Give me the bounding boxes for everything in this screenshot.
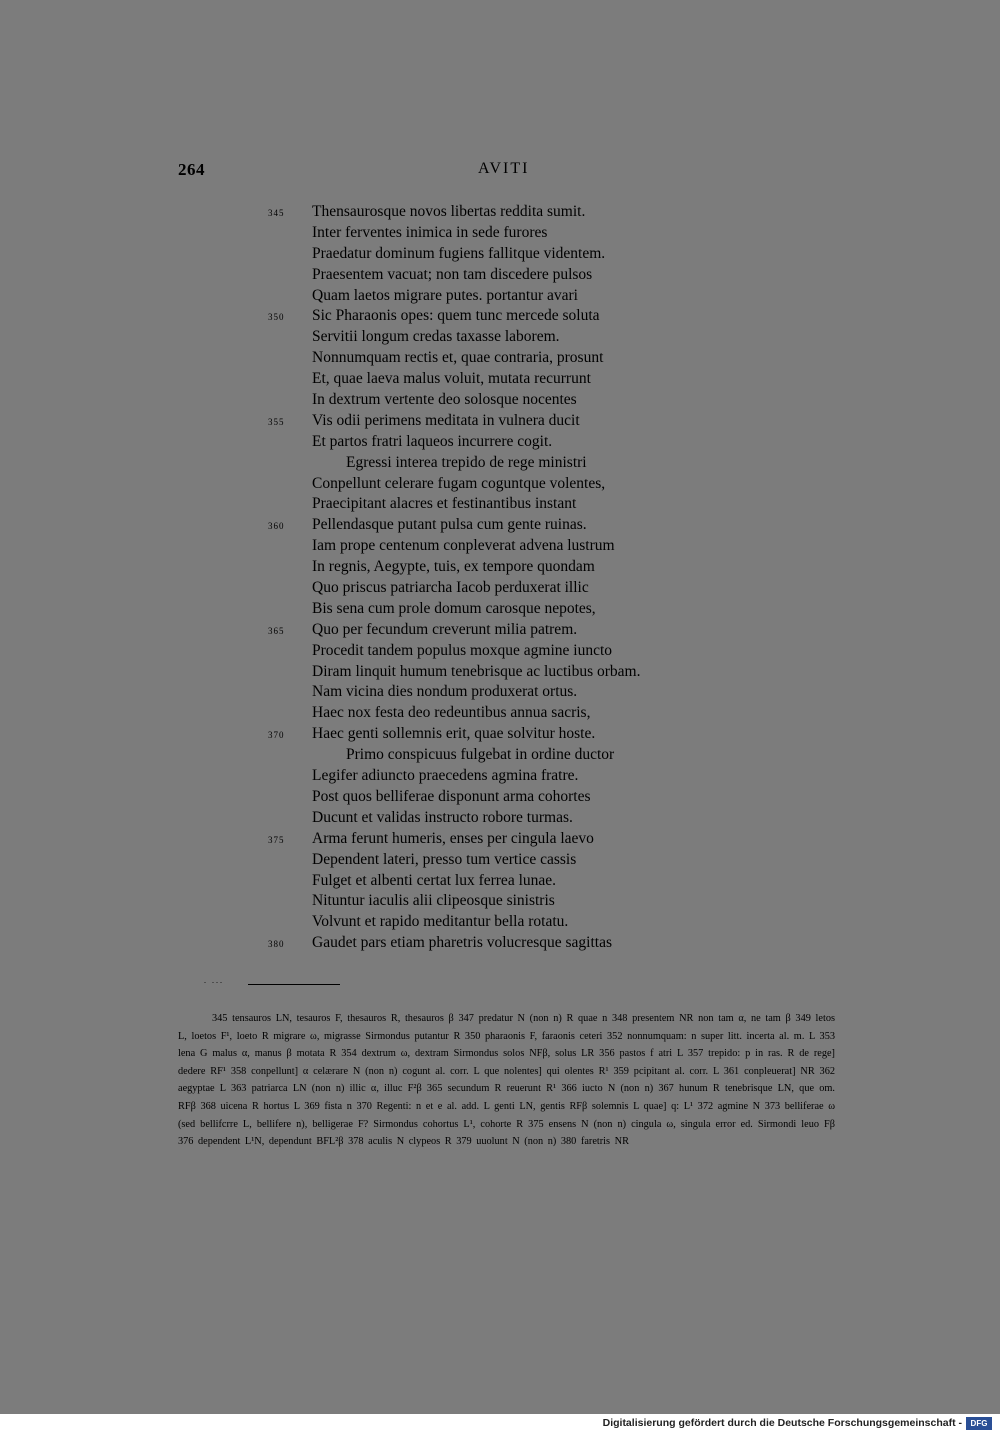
verse-line — [268, 912, 738, 933]
verse-text: Haec genti sollemnis erit, quae solvitur hoste. — [312, 725, 596, 743]
verse-text: Thensaurosque novos libertas reddita sumit. — [312, 203, 586, 220]
verse-text: Post quos belliferae disponunt arma cohortes — [312, 787, 591, 805]
verse-line — [268, 766, 738, 787]
page-header — [178, 160, 708, 188]
verse-text: Legifer adiuncto praecedens agmina fratre. — [312, 767, 579, 785]
verse-text: Nam vicina dies nondum produxerat ortus. — [312, 683, 578, 701]
verse-line — [268, 390, 738, 411]
verse-text: Haec nox festa deo redeuntibus annua sacris, — [312, 704, 591, 722]
verse-line — [268, 286, 738, 307]
verse-line — [268, 557, 738, 578]
verse-line — [268, 745, 738, 766]
verse-text: Conpellunt celerare fugam coguntque volentes, — [312, 474, 606, 492]
line-number: 345 — [268, 208, 285, 218]
verse-text: In regnis, Aegypte, tuis, ex tempore quondam — [312, 558, 595, 576]
verse-text: Quo priscus patriarcha Iacob perduxerat illic — [312, 579, 589, 597]
verse-line — [268, 515, 738, 536]
verse-text: Praedatur dominum fugiens fallitque videntem. — [312, 244, 606, 262]
verse-text: Iam prope centenum conpleverat advena lustrum — [312, 537, 615, 555]
critical-apparatus — [178, 1010, 835, 1151]
running-title: AVITI — [478, 160, 530, 177]
verse-line — [268, 244, 738, 265]
credit-text: Digitalisierung gefördert durch die Deutsche Forschungsgemeinschaft - — [602, 1417, 962, 1429]
line-number: 350 — [268, 312, 285, 323]
verse-line — [268, 787, 738, 808]
verse-text: Inter ferventes inimica in sede furores — [312, 223, 548, 241]
line-number: 375 — [268, 834, 285, 845]
verse-line — [268, 662, 738, 683]
verse-line — [268, 536, 738, 557]
verse-text: Procedit tandem populus moxque agmine iuncto — [312, 641, 613, 659]
verse-text: Dependent lateri, presso tum vertice cassis — [312, 850, 577, 868]
verse-text: Sic Pharaonis opes: quem tunc mercede soluta — [312, 307, 600, 325]
verse-line — [268, 933, 738, 954]
verse-line — [268, 202, 738, 223]
digitization-credit-bar — [0, 1414, 1000, 1434]
verse-line — [268, 348, 738, 369]
verse-text: Et, quae laeva malus voluit, mutata recurrunt — [312, 370, 591, 388]
footnote-mark: . ... — [204, 976, 224, 985]
verse-text: Nituntur iaculis alii clipeosque sinistris — [312, 892, 555, 910]
verse-text: Bis sena cum prole domum carosque nepotes, — [312, 599, 596, 617]
verse-line — [268, 724, 738, 745]
verse-line — [268, 599, 738, 620]
verse-line — [268, 641, 738, 662]
verse-line — [268, 369, 738, 390]
line-number: 355 — [268, 416, 285, 427]
verse-text: Praesentem vacuat; non tam discedere pulsos — [312, 265, 593, 283]
footnote-rule — [248, 984, 340, 985]
page-number: 264 — [178, 160, 205, 179]
poem-text — [268, 202, 738, 954]
verse-line — [268, 578, 738, 599]
verse-line — [268, 223, 738, 244]
dfg-logo: DFG — [966, 1417, 992, 1430]
verse-line — [268, 474, 738, 495]
verse-line — [268, 703, 738, 724]
verse-text: Quo per fecundum creverunt milia patrem. — [312, 620, 578, 638]
verse-text: Diram linquit humum tenebrisque ac luctibus orbam. — [312, 662, 641, 680]
verse-text: Primo conspicuus fulgebat in ordine ductor — [346, 746, 615, 764]
verse-line — [268, 327, 738, 348]
verse-text: Nonnumquam rectis et, quae contraria, prosunt — [312, 349, 604, 367]
verse-text: Fulget et albenti certat lux ferrea lunae. — [312, 871, 557, 889]
verse-text: Praecipitant alacres et festinantibus instant — [312, 495, 577, 513]
verse-line — [268, 808, 738, 829]
verse-text: Pellendasque putant pulsa cum gente ruinas. — [312, 516, 587, 534]
verse-line — [268, 620, 738, 641]
verse-line — [268, 265, 738, 286]
verse-text: In dextrum vertente deo solosque nocentes — [312, 391, 577, 409]
verse-text: Arma ferunt humeris, enses per cingula laevo — [312, 829, 594, 847]
verse-line — [268, 682, 738, 703]
verse-text: Quam laetos migrare putes. portantur avari — [312, 286, 578, 304]
verse-text: Gaudet pars etiam pharetris volucresque sagittas — [312, 934, 612, 952]
apparatus-text: 345 tensauros LN, tesauros F, thesauros R, thesauros β 347 predatur N (non n) R quae n 348 presentem NR non tam α, ne tam β 349 letos L, loetos F¹, loeto R migrare ω, migrasse Sirmondus putantur R 350 pharaonis F, faraonis ceteri 352 nonnumquam: n super litt. incerta al. m. L 353 lena G malus α, manus β motata R 354 dextrum ω, dextram Sirmondus solos NFβ, solus LR 356 pastos f atri L 357 trepido: p in ras. R de rege] dedere RF¹ 358 conpellunt] α celærare N (non n) cogunt al. corr. L que nolentes] qui olentes R¹ 359 pcipitant al. corr. L 361 conpleuerat] NR 362 aegyptae L 363 patriarca LN (non n) illic α, illuc F²β 365 secundum R reuerunt R¹ 366 iucto N (non n) 367 hunum R tenebrisque LN, que om. RFβ 368 uicena R hortus L 369 fista n 370 Regenti: n et e al. add. L genti LN, gentis RFβ solemnis L quae] q: L¹ 372 agmine N 373 belliferae ω (sed bellifcrre L, bellifere n), belligerae F? Sirmondus cohortus L¹, cohorte R 375 ensens N (non n) cingula ω, singula error ed. Sirmondi leuo Fβ 376 dependent L¹N, dependunt BFL²β 378 aculis N clypeos R 379 uuolunt N (non n) 380 faretris NR — [178, 1013, 835, 1148]
verse-text: Et partos fratri laqueos incurrere cogit. — [312, 432, 553, 450]
verse-text: Servitii longum credas taxasse laborem. — [312, 328, 560, 346]
verse-line — [268, 494, 738, 515]
verse-line — [268, 850, 738, 871]
verse-text: Vis odii perimens meditata in vulnera ducit — [312, 411, 580, 429]
line-number: 380 — [268, 939, 285, 950]
line-number: 370 — [268, 730, 285, 741]
verse-line — [268, 871, 738, 892]
verse-line — [268, 891, 738, 912]
verse-text: Ducunt et validas instructo robore turmas. — [312, 808, 573, 826]
verse-text: Volvunt et rapido meditantur bella rotatu. — [312, 913, 569, 931]
line-number: 360 — [268, 521, 285, 532]
line-number: 365 — [268, 625, 285, 636]
verse-text: Egressi interea trepido de rege ministri — [346, 453, 587, 471]
verse-line — [268, 453, 738, 474]
verse-line — [268, 411, 738, 432]
verse-line — [268, 829, 738, 850]
verse-line — [268, 306, 738, 327]
verse-line — [268, 432, 738, 453]
